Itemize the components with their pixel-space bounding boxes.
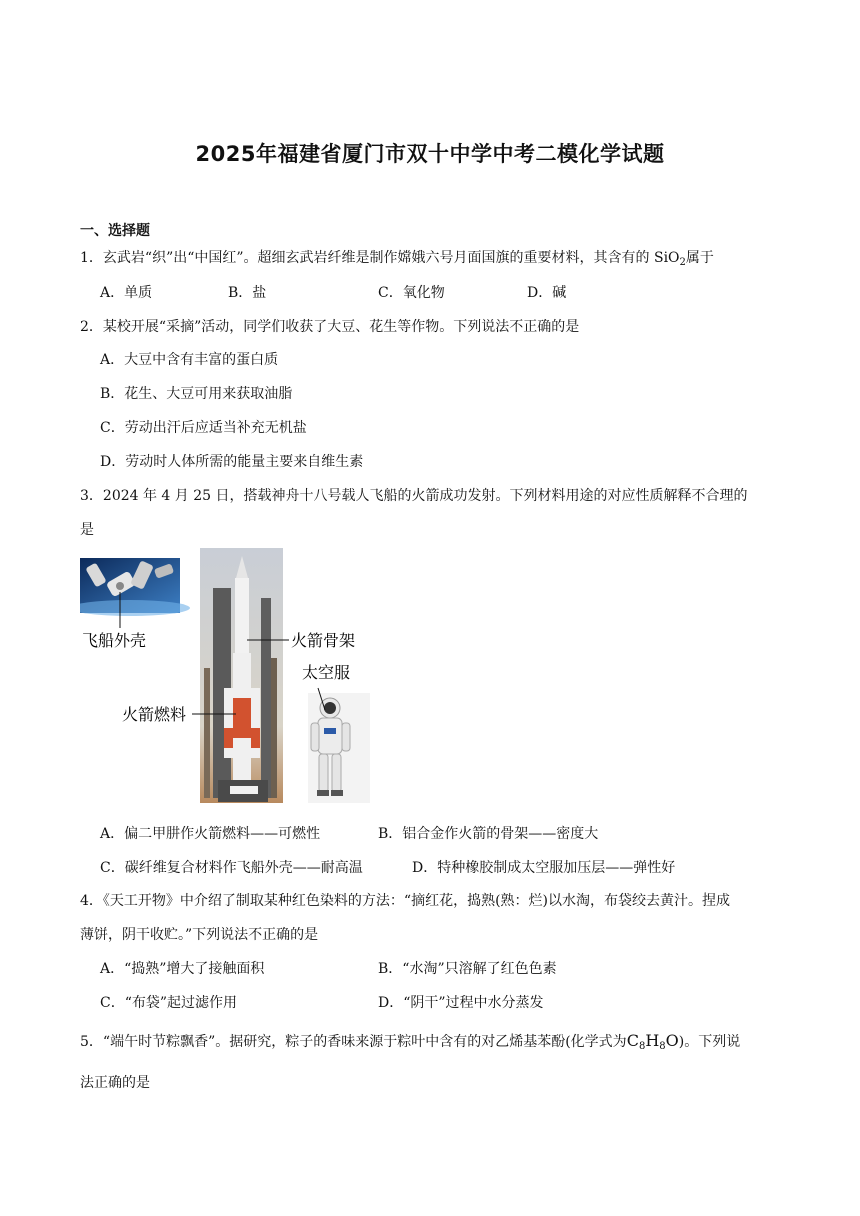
formula-o: O [665, 1031, 679, 1050]
rocket-illustration [80, 548, 380, 808]
q4-option-a: A．“捣熟”增大了接触面积 [100, 961, 265, 977]
q4-option-b: B．“水淘”只溶解了红色色素 [378, 961, 557, 977]
q2-option-c: C．劳动出汗后应适当补充无机盐 [100, 420, 307, 436]
astronaut-photo [308, 693, 370, 803]
label-fuel: 火箭燃料 [122, 705, 187, 724]
q1-option-a: A．单质 [100, 285, 153, 301]
rocket-figure [80, 548, 380, 808]
formula-h: H [645, 1031, 660, 1050]
section-heading: 一、选择题 [80, 223, 150, 239]
q1-option-b: B．盐 [228, 285, 267, 301]
question-5-text-end: )。下列说 [678, 1034, 741, 1050]
question-5-line1 [80, 1031, 740, 1052]
q1-option-c: C．氧化物 [378, 285, 445, 301]
question-2: 2．某校开展“采摘”活动，同学们收获了大豆、花生等作物。下列说法不正确的是 [80, 319, 580, 335]
label-shell: 飞船外壳 [82, 631, 147, 650]
page-title: 2025年福建省厦门市双十中学中考二模化学试题 [195, 142, 665, 166]
q1-option-d: D．碱 [527, 285, 567, 301]
q3-option-c: C．碳纤维复合材料作飞船外壳——耐高温 [100, 860, 363, 876]
question-3-line2: 是 [80, 522, 94, 538]
question-1-subscript: 2 [679, 257, 686, 268]
q2-option-d: D．劳动时人体所需的能量主要来自维生素 [100, 454, 364, 470]
q3-option-d: D．特种橡胶制成太空服加压层——弹性好 [412, 860, 676, 876]
question-4-line1: 4．《天工开物》中介绍了制取某种红色染料的方法：“摘红花，捣熟(熟：烂)以水淘，布袋绞去黄汁。捏成 [80, 893, 730, 909]
formula-sub-2: 8 [659, 1041, 666, 1052]
label-frame: 火箭骨架 [291, 631, 356, 650]
question-1 [80, 247, 714, 268]
question-5-text: 5．“端午时节粽飘香”。据研究，粽子的香味来源于粽叶中含有的对乙烯基苯酚(化学式为 [80, 1034, 627, 1050]
question-1-text-end: 属于 [685, 250, 714, 266]
spacecraft-photo [80, 558, 190, 616]
formula-c: C [626, 1031, 639, 1050]
question-1-text: 1．玄武岩“织”出“中国红”。超细玄武岩纤维是制作嫦娥六号月面国旗的重要材料，其含有的 SiO [80, 250, 680, 266]
q3-option-b: B．铝合金作火箭的骨架——密度大 [378, 826, 599, 842]
question-5-line2: 法正确的是 [80, 1075, 150, 1091]
q2-option-b: B．花生、大豆可用来获取油脂 [100, 386, 293, 402]
chemical-formula [627, 1031, 679, 1050]
q4-option-d: D．“阴干”过程中水分蒸发 [378, 995, 544, 1011]
question-4-line2: 薄饼，阴干收贮。”下列说法不正确的是 [80, 927, 319, 943]
formula-sub-1: 8 [638, 1041, 646, 1052]
question-3-line1: 3．2024 年 4 月 25 日，搭载神舟十八号载人飞船的火箭成功发射。下列材料用途的对应性质解释不合理的 [80, 488, 748, 504]
q3-option-a: A．偏二甲肼作火箭燃料——可燃性 [100, 826, 321, 842]
q2-option-a: A．大豆中含有丰富的蛋白质 [100, 352, 279, 368]
q4-option-c: C．“布袋”起过滤作用 [100, 995, 238, 1011]
label-suit: 太空服 [302, 663, 351, 682]
rocket-photo [200, 548, 283, 803]
